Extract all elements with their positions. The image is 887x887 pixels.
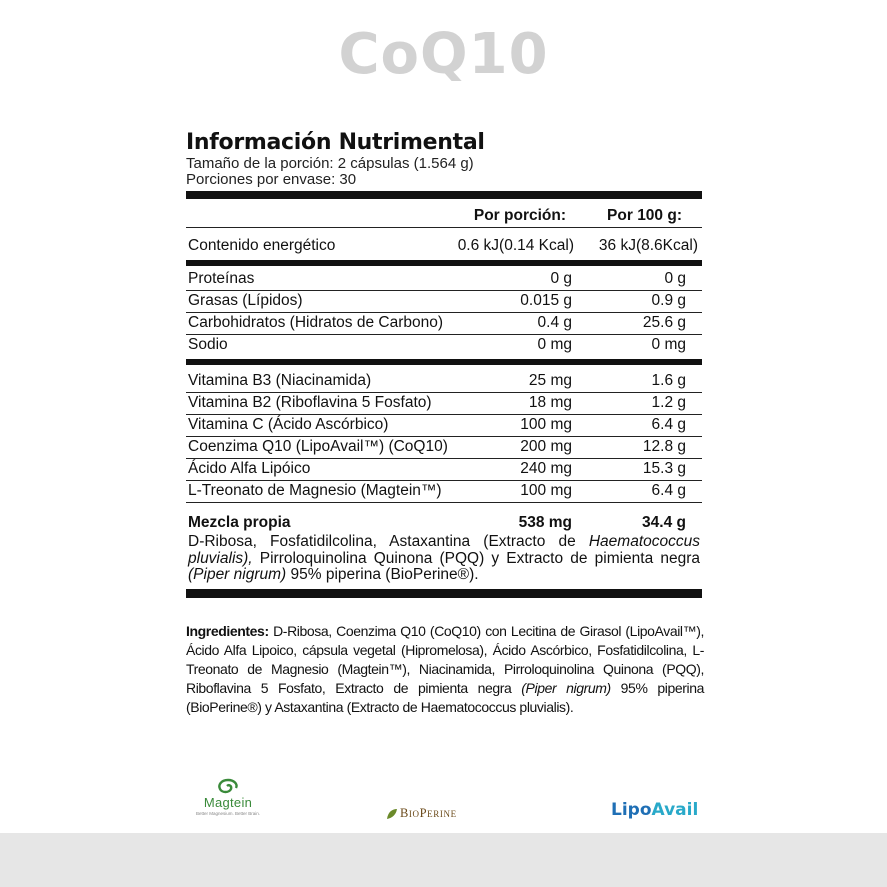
bioperine-logo bbox=[386, 806, 457, 821]
row-per-serving: 18 mg bbox=[528, 394, 572, 411]
row-name: Coenzima Q10 (LipoAvail™) (CoQ10) bbox=[188, 438, 448, 455]
table-row bbox=[186, 335, 702, 357]
row-per-100g: 6.4 g bbox=[651, 482, 686, 499]
divider-thick bbox=[186, 589, 702, 598]
lipoavail-lipo: Lipo bbox=[611, 800, 652, 820]
row-per-100g: 1.2 g bbox=[651, 394, 686, 411]
blend-desc-text: D-Ribosa, Fosfatidilcolina, Astaxantina (Extracto de bbox=[188, 533, 589, 550]
row-per-100g: 1.6 g bbox=[651, 372, 686, 389]
ingredients-text bbox=[186, 622, 704, 717]
row-name: Grasas (Lípidos) bbox=[188, 292, 303, 309]
table-row bbox=[186, 459, 702, 481]
row-name: Vitamina B2 (Riboflavina 5 Fosfato) bbox=[188, 394, 432, 411]
blend-desc-text: 95% piperina (BioPerine®). bbox=[286, 566, 479, 583]
blend-row bbox=[186, 513, 702, 534]
row-name: Vitamina B3 (Niacinamida) bbox=[188, 372, 372, 389]
energy-name: Contenido energético bbox=[188, 237, 336, 254]
divider-thick bbox=[186, 260, 702, 266]
ingredients-body: 95% piperina (BioPerine®) y Astaxantina (Extracto de Haematococcus pluvialis). bbox=[186, 680, 704, 715]
row-name: L-Treonato de Magnesio (Magtein™) bbox=[188, 482, 442, 499]
row-per-100g: 0.9 g bbox=[651, 292, 686, 309]
row-name: Ácido Alfa Lipóico bbox=[188, 460, 311, 477]
actives-table bbox=[186, 371, 702, 503]
row-per-serving: 0 g bbox=[550, 270, 572, 287]
serving-size: Tamaño de la porción: 2 cápsulas (1.564 g) bbox=[186, 155, 474, 172]
ingredients-label: Ingredientes: bbox=[186, 623, 269, 639]
row-per-100g: 15.3 g bbox=[642, 460, 686, 477]
blend-per-100g: 34.4 g bbox=[642, 514, 686, 531]
table-row bbox=[186, 437, 702, 459]
row-name: Proteínas bbox=[188, 270, 255, 287]
product-title: CoQ10 bbox=[338, 22, 549, 87]
row-per-serving: 100 mg bbox=[520, 482, 572, 499]
row-name: Sodio bbox=[188, 336, 228, 353]
row-per-serving: 200 mg bbox=[520, 438, 572, 455]
row-per-100g: 6.4 g bbox=[651, 416, 686, 433]
table-row bbox=[186, 393, 702, 415]
macros-table bbox=[186, 269, 702, 357]
magtein-wordmark: Magtein bbox=[203, 795, 253, 810]
row-per-100g: 25.6 g bbox=[642, 314, 686, 331]
blend-desc-italic: Haematococcus pluvialis), bbox=[188, 533, 700, 567]
table-row bbox=[186, 269, 702, 291]
ingredients-body: D-Ribosa, Coenzima Q10 (CoQ10) con Lecitina de Girasol (LipoAvail™), Ácido Alfa Lipoico, cápsula vegetal (Hipromelosa), Ácido Ascórbico, Fosfatidilcolina, L-Treonato de Magnesio (Magtein™), Niacinamida, Pirroloquinolina Quinona (PQQ), Riboflavina 5 Fosfato, Extracto de pimienta negra bbox=[186, 623, 704, 696]
divider-thick bbox=[186, 191, 702, 199]
energy-per-100g: 36 kJ(8.6Kcal) bbox=[598, 237, 698, 254]
row-per-serving: 25 mg bbox=[528, 372, 572, 389]
energy-row bbox=[186, 228, 702, 260]
servings-per-container: Porciones por envase: 30 bbox=[186, 171, 357, 188]
row-per-100g: 0 g bbox=[664, 270, 686, 287]
row-per-100g: 0 mg bbox=[651, 336, 686, 353]
table-row bbox=[186, 415, 702, 437]
lipoavail-avail: Avail bbox=[651, 800, 699, 820]
magtein-logo bbox=[183, 778, 273, 818]
nutrition-heading: Información Nutrimental bbox=[186, 130, 485, 155]
footer-band bbox=[0, 833, 887, 887]
column-headers bbox=[186, 199, 702, 228]
row-per-100g: 12.8 g bbox=[642, 438, 686, 455]
lipoavail-logo bbox=[611, 800, 698, 820]
table-row bbox=[186, 291, 702, 313]
row-name: Vitamina C (Ácido Ascórbico) bbox=[188, 416, 389, 433]
energy-per-serving: 0.6 kJ(0.14 Kcal) bbox=[457, 237, 574, 254]
ingredients-italic: (Piper nigrum) bbox=[521, 680, 611, 696]
row-per-serving: 100 mg bbox=[520, 416, 572, 433]
blend-desc-text: Pirroloquinolina Quinona (PQQ) y Extracto de pimienta negra bbox=[252, 549, 700, 567]
magtein-swirl-icon bbox=[215, 778, 241, 796]
nutrition-panel bbox=[186, 130, 702, 598]
row-name: Carbohidratos (Hidratos de Carbono) bbox=[188, 314, 444, 331]
row-per-serving: 240 mg bbox=[520, 460, 572, 477]
col-per-serving: Por porción: bbox=[473, 207, 566, 224]
divider-thick bbox=[186, 359, 702, 365]
table-row bbox=[186, 481, 702, 503]
blend-desc-italic: (Piper nigrum) bbox=[188, 566, 287, 583]
blend-per-serving: 538 mg bbox=[518, 514, 572, 531]
table-row bbox=[186, 371, 702, 393]
magtein-tagline: Better Magnesium. Better Brain. bbox=[195, 811, 261, 816]
table-row bbox=[186, 313, 702, 335]
row-per-serving: 0.015 g bbox=[520, 292, 572, 309]
row-per-serving: 0.4 g bbox=[537, 314, 572, 331]
leaf-icon bbox=[386, 808, 398, 820]
blend-description bbox=[186, 534, 702, 584]
blend-name: Mezcla propia bbox=[188, 514, 291, 531]
row-per-serving: 0 mg bbox=[537, 336, 572, 353]
col-per-100g: Por 100 g: bbox=[607, 207, 682, 224]
bioperine-wordmark: BioPerine bbox=[400, 806, 457, 820]
